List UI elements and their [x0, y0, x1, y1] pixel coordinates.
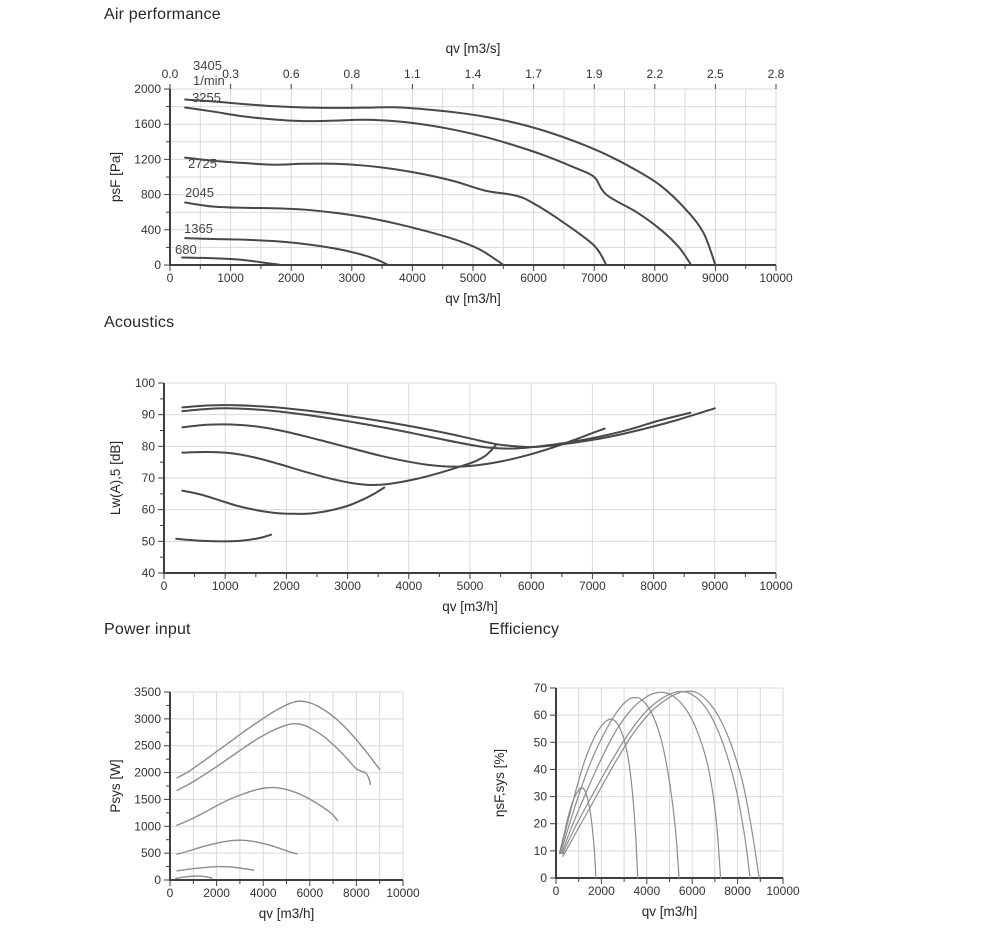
x-axis-tick-labels [167, 886, 420, 900]
air-performance-chart [100, 28, 800, 313]
svg-text:2.2: 2.2 [646, 67, 664, 81]
svg-text:10000: 10000 [759, 271, 793, 285]
svg-text:0: 0 [540, 871, 547, 885]
y-axis-title: ηsF,sys [%] [492, 748, 507, 818]
axis-ticks [550, 688, 783, 884]
series-curves [559, 691, 759, 878]
air-performance-title: Air performance [104, 6, 221, 23]
svg-text:4000: 4000 [249, 886, 277, 900]
svg-text:0: 0 [166, 271, 174, 285]
svg-text:70: 70 [141, 471, 155, 485]
curve-speed-label: 3405 [193, 58, 222, 73]
x-axis-tick-labels [161, 579, 793, 593]
svg-text:8000: 8000 [640, 579, 667, 593]
svg-text:500: 500 [140, 846, 161, 861]
x-axis-title: qv [m3/h] [445, 291, 501, 306]
curve-2045-rpm [182, 445, 495, 485]
svg-text:10000: 10000 [766, 884, 800, 898]
svg-text:1000: 1000 [217, 271, 244, 285]
svg-text:8000: 8000 [641, 271, 669, 285]
acoustics-title: Acoustics [104, 314, 175, 331]
curve-speed-label: 1365 [184, 221, 213, 236]
svg-text:0.3: 0.3 [222, 67, 239, 81]
svg-text:0: 0 [552, 884, 560, 898]
curve-speed-label: 2045 [185, 185, 214, 200]
series-curves [176, 405, 715, 541]
svg-text:4000: 4000 [633, 884, 661, 898]
svg-text:30: 30 [533, 789, 547, 804]
svg-text:100: 100 [134, 376, 155, 390]
acoustics-chart [100, 370, 800, 620]
series-curves [176, 701, 380, 878]
svg-text:3000: 3000 [134, 711, 161, 726]
svg-text:1.7: 1.7 [525, 67, 542, 81]
gridlines [170, 692, 403, 880]
svg-text:80: 80 [141, 439, 155, 454]
svg-text:90: 90 [141, 407, 155, 422]
curve-speed-label: 2725 [188, 156, 217, 171]
svg-text:1200: 1200 [134, 152, 161, 167]
curve-3405-rpm [563, 691, 759, 878]
svg-text:50: 50 [533, 735, 547, 750]
svg-text:9000: 9000 [702, 271, 729, 285]
svg-text:2000: 2000 [134, 765, 161, 780]
svg-text:1500: 1500 [134, 792, 161, 807]
svg-text:5000: 5000 [456, 579, 484, 593]
svg-text:70: 70 [533, 681, 547, 695]
curve-3405-rpm [177, 701, 380, 778]
curve-3255-rpm [563, 692, 750, 878]
svg-text:1.9: 1.9 [585, 67, 603, 81]
y-axis-tick-labels [135, 376, 155, 580]
svg-text:6000: 6000 [678, 884, 706, 898]
curve-3255-rpm [177, 724, 370, 791]
power-input-title: Power input [104, 621, 191, 638]
curve-1365-rpm [177, 867, 254, 871]
x-axis-title: qv [m3/h] [442, 599, 498, 614]
axis-ticks [158, 383, 776, 579]
curve-speed-label: 1/min [193, 73, 225, 88]
svg-text:8000: 8000 [343, 886, 370, 900]
svg-text:3500: 3500 [134, 685, 161, 699]
svg-text:0: 0 [154, 873, 161, 887]
y-axis-title: Psys [W] [108, 759, 123, 813]
svg-text:10000: 10000 [386, 886, 420, 900]
curve-2725-rpm [185, 158, 606, 265]
svg-text:2000: 2000 [134, 82, 161, 96]
y-axis-tick-labels [534, 681, 548, 885]
svg-text:1.4: 1.4 [464, 67, 482, 81]
curve-speed-label: 3255 [192, 90, 221, 105]
x-axis-tick-labels [553, 884, 800, 898]
svg-text:7000: 7000 [579, 579, 606, 593]
svg-text:6000: 6000 [296, 886, 324, 900]
top-axis [162, 41, 785, 89]
svg-text:2.8: 2.8 [767, 67, 785, 81]
svg-text:50: 50 [141, 534, 155, 549]
svg-text:6000: 6000 [517, 579, 545, 593]
curve-speed-label: 680 [175, 242, 197, 257]
svg-text:40: 40 [533, 762, 547, 777]
efficiency-chart [490, 680, 820, 931]
svg-text:400: 400 [140, 222, 161, 237]
svg-text:2500: 2500 [134, 738, 161, 753]
curve-680-rpm [176, 535, 271, 542]
svg-text:2.5: 2.5 [707, 67, 724, 81]
svg-text:3000: 3000 [338, 271, 366, 285]
svg-text:1000: 1000 [211, 579, 239, 593]
svg-text:3000: 3000 [334, 579, 361, 593]
svg-text:60: 60 [533, 708, 547, 723]
x-axis-tick-labels [167, 271, 793, 285]
efficiency-title: Efficiency [489, 621, 560, 638]
svg-text:1000: 1000 [134, 819, 161, 834]
svg-text:6000: 6000 [520, 271, 547, 285]
y-axis-title: Lw(A),5 [dB] [108, 440, 123, 516]
svg-text:20: 20 [533, 816, 547, 831]
curve-680-rpm [176, 876, 212, 878]
svg-text:2000: 2000 [277, 271, 305, 285]
y-axis-title: psF [Pa] [108, 151, 123, 203]
svg-text:2000: 2000 [273, 579, 300, 593]
svg-text:8000: 8000 [724, 884, 751, 898]
y-axis-tick-labels [134, 685, 161, 887]
svg-text:7000: 7000 [580, 271, 608, 285]
svg-text:2000: 2000 [588, 884, 615, 898]
svg-text:0.6: 0.6 [282, 67, 300, 81]
svg-text:9000: 9000 [701, 579, 729, 593]
curve-2725-rpm [562, 692, 721, 878]
svg-text:1.1: 1.1 [404, 67, 421, 81]
curve-1365-rpm [185, 238, 388, 265]
svg-text:10: 10 [533, 843, 547, 858]
svg-text:0: 0 [154, 258, 161, 272]
svg-text:0: 0 [160, 579, 168, 593]
svg-text:2000: 2000 [203, 886, 230, 900]
svg-text:40: 40 [141, 566, 155, 580]
svg-text:5000: 5000 [459, 271, 487, 285]
svg-text:0.8: 0.8 [343, 67, 361, 81]
gridlines [164, 383, 776, 573]
svg-text:0: 0 [166, 886, 174, 900]
svg-text:1600: 1600 [134, 117, 161, 132]
x-axis-title: qv [m3/h] [258, 906, 315, 921]
svg-text:4000: 4000 [399, 271, 426, 285]
svg-text:60: 60 [141, 502, 155, 517]
y-axis-tick-labels [134, 82, 161, 272]
curve-2725-rpm [177, 788, 338, 826]
axis-ticks [164, 89, 776, 271]
svg-text:800: 800 [140, 187, 161, 202]
svg-text:10000: 10000 [759, 579, 793, 593]
svg-text:0.0: 0.0 [161, 67, 179, 81]
power-input-chart [100, 680, 430, 931]
top-axis-title: qv [m3/s] [445, 41, 501, 56]
svg-text:4000: 4000 [395, 579, 423, 593]
curve-2045-rpm [177, 840, 297, 854]
x-axis-title: qv [m3/h] [641, 904, 698, 919]
